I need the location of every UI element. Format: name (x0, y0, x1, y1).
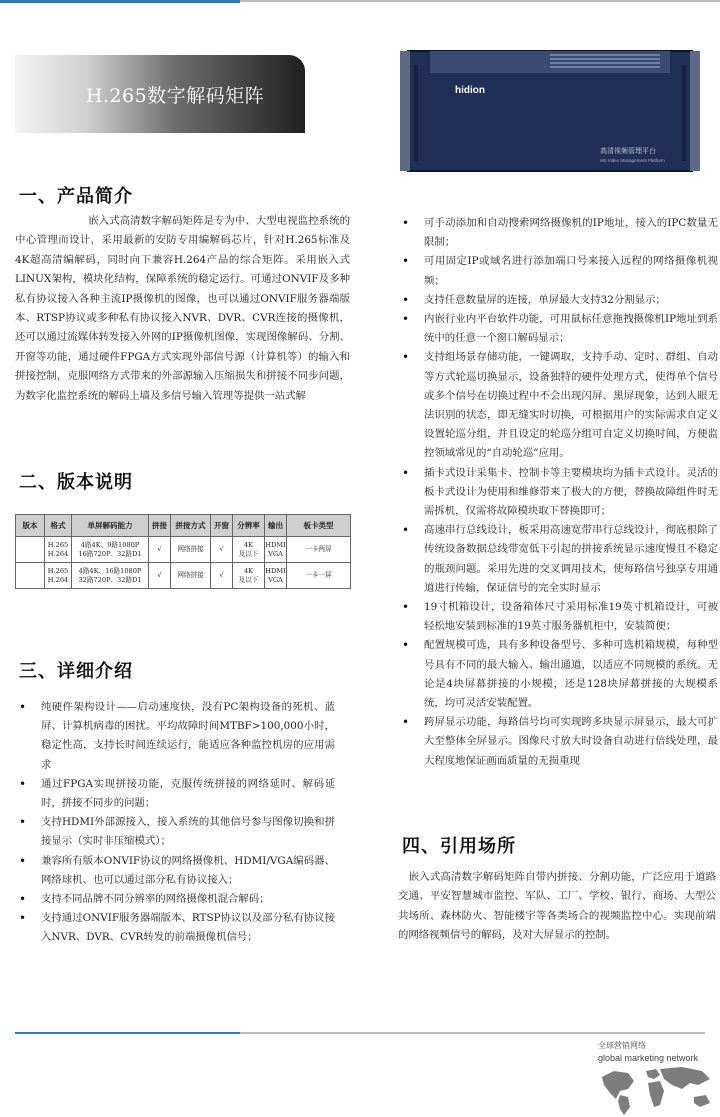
table-cell: H.265 H.264 (45, 537, 72, 563)
list-item: • 支持通过ONVIF服务器端版本、RTSP协议以及部分私有协议接入NVR、DVR、CVR转发的前端摄像机信号； (15, 909, 335, 947)
table-cell: √ (211, 537, 233, 563)
table-cell: 网络拼接 (171, 537, 211, 563)
device-panel-cn: 高清视频管理平台 (600, 147, 656, 155)
table-header-cell: 开窗 (211, 515, 233, 537)
bottom-rule-line (240, 1032, 705, 1034)
list-item: • 跨屏显示功能，每路信号均可实现跨多块显示屏显示，最大可扩大至整体全屏显示。图像尺寸放大时设备自动进行倍线处理，最大程度地保证画面质量的无损重现 (398, 713, 718, 771)
bottom-accent-line (15, 1032, 240, 1034)
table-cell: √ (211, 563, 233, 589)
top-accent-line (0, 0, 240, 3)
table-cell: HDMI VGA (265, 563, 287, 589)
intro-paragraph: 嵌入式高清数字解码矩阵是专为中、大型电视监控系统的中心管理而设计，采用最新的安防专用编解码芯片，针对H.265标准及4K超高清编解码，同时向下兼容H.264产品的综合矩阵。采用嵌入式LINUX架构，模块化结构，保障系统的稳定运行。可通过ONVIF及多种私有协议接入各种主流IP摄像机的图像，也可以通过ONVIF服务器端版本、RTSP协议或多种私有协议接入NVR、DVR、CVR连接的摄像机，还可以通过流媒体转发接入外网的IP摄像机图像，实现图像解码、分割、开窗等功能，通过硬件FPGA方式实现外部信号源（计算机等）的输入和拼接控制，克服网络方式带来的外部源输入压缩损失和拼接不同步问题，为数字化监控系统的解码上墙及多信号输入管理等提供一站式解 (15, 215, 350, 402)
page-title: H.265数字解码矩阵 (85, 84, 265, 107)
table-cell (16, 563, 45, 589)
table-cell: 4K 及以下 (233, 537, 265, 563)
table-header-cell: 分辨率 (233, 515, 265, 537)
list-item: • 配置规模可选，具有多种设备型号、多种可选机箱规模，每种型号具有不同的最大输入、输出通道，以适应不同规模的系统。无论是4块屏幕拼接的小规模，还是128块屏幕拼接的大规模系统，均可灵活安装配置。 (398, 636, 718, 713)
device-panel-en: HD Video Management Platform (600, 158, 665, 163)
world-map-icon (598, 1063, 718, 1117)
section-heading-version: 二、版本说明 (15, 464, 139, 498)
version-table (15, 514, 351, 589)
table-header-cell: 版本 (16, 515, 45, 537)
list-item: • 可用固定IP或域名进行添加端口号来接入远程的网络摄像机视频； (398, 252, 718, 290)
table-cell: 一卡一屏 (287, 563, 351, 589)
table-header-cell: 板卡类型 (287, 515, 351, 537)
section-heading-details: 三、详细介绍 (15, 653, 139, 687)
table-cell: 4K 及以下 (233, 563, 265, 589)
section-heading-intro: 一、产品简介 (15, 178, 139, 212)
table-header-cell: 拼接 (149, 515, 171, 537)
table-cell: 4路4K、16路1080P 32路720P、32路D1 (72, 563, 149, 589)
list-item: • 支持HDMI外部源接入，接入系统的其他信号参与图像切换和拼接显示（实时非压缩模式）； (15, 813, 335, 851)
list-item: • 支持组场景存储功能，一键调取，支持手动、定时、群组、自动等方式轮巡切换显示，设备独特的硬件处理方式，使得单个信号或多个信号在切换过程中不会出现闪屏、黑屏现象，达到人眼无法识别的状态，即无缝实时切换，可根据用户的实际需求自定义设置轮巡分组，并且设定的轮巡分组可自定义切换时间，方便监控领域常见的“自动轮巡”应用。 (398, 348, 718, 463)
list-item: • 19寸机箱设计，设备箱体尺寸采用标准19英寸机箱设计，可被轻松地安装到标准的19英寸服务器机柜中，安装简便； (398, 598, 718, 636)
list-item: • 通过FPGA实现拼接功能，克服传统拼接的网络延时、解码延时，拼接不同步的问题； (15, 775, 335, 813)
device-image (400, 45, 700, 175)
list-item: • 支持任意数量屏的连接，单屏最大支持32分割显示； (398, 291, 718, 310)
top-rule-line (240, 0, 720, 2)
details-list-left (15, 698, 335, 948)
details-list-right (398, 214, 718, 771)
table-cell: 网络拼接 (171, 563, 211, 589)
table-cell: H.265 H.264 (45, 563, 72, 589)
usage-paragraph: 嵌入式高清数字解码矩阵自带内拼接、分割功能，广泛应用于道路交通、平安智慧城市监控、军队、工厂、学校、银行、商场、大型公共场所、森林防火、智能楼宇等各类场合的视频监控中心。实现前端的网络视频信号的解码，及对大屏显示的控制。 (398, 871, 716, 942)
table-cell: 一卡两屏 (287, 537, 351, 563)
section-heading-usage: 四、引用场所 (398, 828, 522, 862)
table-header-cell: 单屏解码能力 (72, 515, 149, 537)
footer-network-en: global marketing network (598, 1053, 699, 1063)
table-header-cell: 拼接方式 (171, 515, 211, 537)
table-row (16, 537, 351, 563)
list-item: • 插卡式设计采集卡、控制卡等主要模块均为插卡式设计。灵活的板卡式设计为使用和维修带来了极大的方便，替换故障组件时无需拆机，仅需将故障模块取下替换即可； (398, 464, 718, 522)
table-header-row (16, 515, 351, 537)
footer-network-cn: 全球营销网络 (598, 1041, 646, 1050)
table-cell: √ (149, 537, 171, 563)
table-cell: HDMI VGA (265, 537, 287, 563)
table-header-cell: 格式 (45, 515, 72, 537)
table-row (16, 563, 351, 589)
list-item: • 内嵌行业内平台软件功能，可用鼠标任意拖拽摄像机IP地址到系统中的任意一个窗口解码显示； (398, 310, 718, 348)
table-header-cell: 输出 (265, 515, 287, 537)
list-item: • 可手动添加和自动搜索网络摄像机的IP地址，接入的IPC数量无限制； (398, 214, 718, 252)
title-banner (15, 55, 305, 133)
list-item: • 纯硬件架构设计——启动速度快，没有PC架构设备的死机、蓝屏、计算机病毒的困扰。平均故障时间MTBF>100,000小时，稳定性高，支持长时间连续运行，能适应各种监控机房的应用需求 (15, 698, 335, 775)
table-cell (16, 537, 45, 563)
list-item: • 高速串行总线设计，板采用高速宽带串行总线设计，彻底根除了传统设备数据总线带宽低下引起的拼接系统显示速度慢且不稳定的瓶颈问题。采用先进的交叉调用技术，使每路信号独享专用通道进行传输，保证信号的完全实时显示 (398, 521, 718, 598)
table-cell: 4路4K、9路1080P 16路720P、32路D1 (72, 537, 149, 563)
device-brand: hidion (455, 85, 485, 96)
list-item: • 支持不同品牌不同分辨率的网络摄像机混合解码； (15, 890, 335, 909)
table-cell: √ (149, 563, 171, 589)
list-item: • 兼容所有版本ONVIF协议的网络摄像机、HDMI/VGA编码器、网络球机、也可以通过部分私有协议接入； (15, 852, 335, 890)
